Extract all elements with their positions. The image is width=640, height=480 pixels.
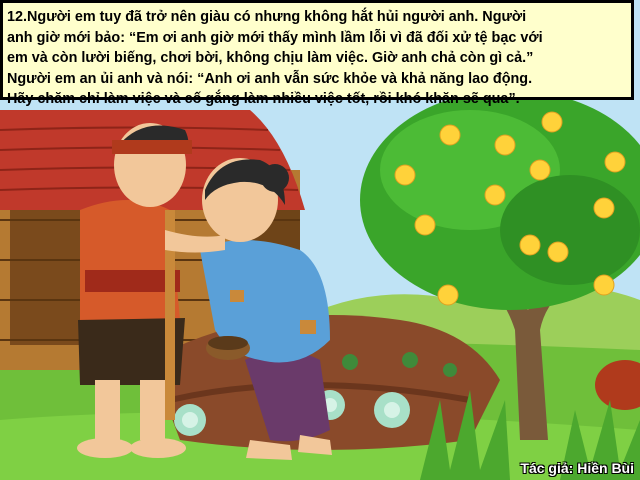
author-credit: Tác giả: Hiền Bùi [520, 460, 634, 476]
caption-line: Hãy chăm chỉ làm việc và cố gắng làm nhiều việc tốt, rồi khó khăn sẽ qua”. [7, 91, 520, 107]
cabbage [374, 392, 410, 428]
cabbage [174, 404, 206, 436]
story-caption [0, 0, 634, 107]
caption-line: Người em an ủi anh và nói: “Anh ơi anh vẫn sức khỏe và khả năng lao động. [7, 70, 533, 87]
caption-line: em và còn lười biếng, chơi bời, không chịu làm việc. Giờ anh chả còn gì cả.” [7, 50, 534, 66]
caption-line: 12.Người em tuy đã trở nên giàu có nhưng không hắt hủi người anh. Người [7, 9, 527, 25]
caption-line: anh giờ mới bảo: “Em ơi anh giờ mới thấy mình lầm lỗi vì đã đối xử tệ bạc với [7, 29, 543, 46]
